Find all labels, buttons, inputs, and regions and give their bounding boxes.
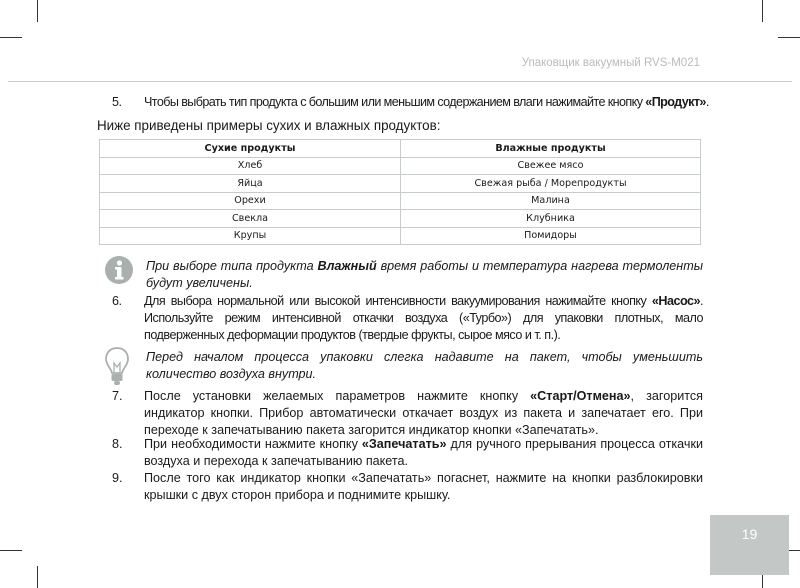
column-header: Влажные продукты xyxy=(401,140,701,158)
item-bold: «Насос» xyxy=(651,294,700,308)
table-row xyxy=(100,157,701,175)
note-bold: Влажный xyxy=(317,259,377,273)
item-number: 6. xyxy=(112,294,122,308)
item-number: 7. xyxy=(112,389,123,403)
running-header: Упаковщик вакуумный RVS-M021 xyxy=(521,57,700,69)
item-text: Используйте режим интенсивной откачки воздуха («Турбо») для упаковки плотных, мало подверженных деформации продуктов (твердые фрукты, сырое мясо и т. п.). xyxy=(144,311,703,343)
item-number: 9. xyxy=(112,471,123,485)
table-row xyxy=(100,192,701,210)
item-bold: «Старт/Отмена» xyxy=(530,389,631,403)
table-cell: Свежая рыба / Морепродукты xyxy=(401,175,701,193)
item-end: . xyxy=(700,294,703,308)
item-text: После того как индикатор кнопки «Запечатать» погаснет, нажмите на кнопки разблокировки крышки с двух сторон прибора и поднимите крышку. xyxy=(144,471,703,503)
table-row xyxy=(100,175,701,193)
crop-mark xyxy=(0,37,22,38)
crop-mark xyxy=(37,566,38,588)
item-text: для ручного прерывания процесса откачки воздуха и перехода к запечатыванию пакета. xyxy=(144,437,703,469)
item-text: При необходимости нажмите кнопку xyxy=(144,437,362,451)
table-header-row xyxy=(100,140,701,158)
column-header: Сухие продукты xyxy=(100,140,401,158)
table-row xyxy=(100,210,701,228)
note-tip: Перед началом процесса упаковки слегка надавите на пакет, чтобы уменьшить количество воздуха внутри. xyxy=(146,350,703,382)
item-text: , загорится индикатор кнопки. Прибор автоматически откачает воздух из пакета и запечатает его. При переходе к запечатыванию пакета загорится индикатор кнопки «Запечатать». xyxy=(144,389,703,438)
note-text: время работы и температура нагрева термоленты будут увеличены. xyxy=(146,259,703,291)
item-number: 5. xyxy=(112,95,122,109)
table-row xyxy=(100,227,701,245)
item-bold: «Продукт» xyxy=(645,95,706,109)
header-divider xyxy=(8,81,792,82)
item-number: 8. xyxy=(112,437,123,451)
item-text: Для выбора нормальной или высокой интенсивности вакуумирования нажимайте кнопку xyxy=(144,294,652,308)
item-text: После установки желаемых параметров нажмите кнопку xyxy=(144,389,531,403)
crop-mark xyxy=(762,0,763,22)
intro-text: Ниже приведены примеры сухих и влажных продуктов: xyxy=(97,118,441,133)
item-text: Чтобы выбрать тип продукта с большим или меньшим содержанием влаги нажимайте кнопку xyxy=(144,95,646,109)
note-text: При выборе типа продукта xyxy=(146,259,318,273)
note-info xyxy=(146,258,703,292)
info-icon xyxy=(104,255,134,285)
page-number: 19 xyxy=(710,515,789,575)
table-cell: Клубника xyxy=(401,210,701,228)
table-cell: Свежее мясо xyxy=(401,157,701,175)
item-end: . xyxy=(705,95,709,109)
crop-mark xyxy=(37,0,38,22)
crop-mark xyxy=(0,550,22,551)
item-bold: «Запечатать» xyxy=(361,437,447,451)
lightbulb-icon xyxy=(104,346,130,388)
table-cell: Орехи xyxy=(100,192,401,210)
table-cell: Крупы xyxy=(100,227,401,245)
table-cell: Малина xyxy=(401,192,701,210)
table-cell: Свекла xyxy=(100,210,401,228)
products-table xyxy=(99,139,701,245)
table-cell: Хлеб xyxy=(100,157,401,175)
table-cell: Яйца xyxy=(100,175,401,193)
crop-mark xyxy=(778,37,800,38)
table-cell: Помидоры xyxy=(401,227,701,245)
